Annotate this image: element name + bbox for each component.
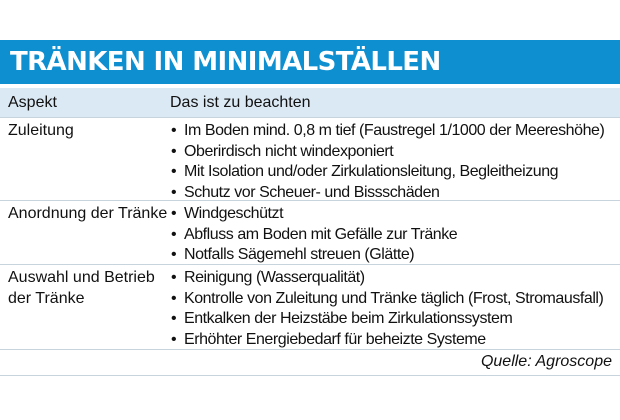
header-notes: Das ist zu beachten xyxy=(170,94,311,111)
source-credit: Quelle: Agroscope xyxy=(480,353,612,370)
bullet-icon: • xyxy=(171,163,177,180)
list-item xyxy=(170,183,620,204)
bullet-icon: • xyxy=(171,269,177,286)
list-item-text: Oberirdisch nicht windexponiert xyxy=(184,142,394,160)
table-header-row xyxy=(0,88,620,118)
table-row xyxy=(0,118,620,201)
bullet-icon: • xyxy=(171,142,177,160)
list-item xyxy=(170,142,620,163)
list-item-text: Erhöhter Energiebedarf für beheizte Systeme xyxy=(184,330,486,348)
bullet-icon: • xyxy=(171,330,177,348)
row-bullet-list xyxy=(170,268,620,350)
row-bullet-list xyxy=(170,204,620,266)
row-aspect: Zuleitung xyxy=(8,122,74,139)
list-item-text: Mit Isolation und/oder Zirkulationsleitung, Begleitheizung xyxy=(184,163,559,180)
list-item-text: Kontrolle von Zuleitung und Tränke täglich (Frost, Stromausfall) xyxy=(184,289,604,307)
title-bar xyxy=(0,40,620,84)
table-row xyxy=(0,265,620,350)
bullet-icon: • xyxy=(171,205,177,222)
bullet-icon: • xyxy=(171,246,177,263)
table-row xyxy=(0,201,620,265)
list-item xyxy=(170,225,620,246)
list-item-text: Schutz vor Scheuer- und Bissschäden xyxy=(184,183,440,201)
bullet-icon: • xyxy=(171,122,177,139)
row-bullet-list xyxy=(170,121,620,203)
list-item-text: Abfluss am Boden mit Gefälle zur Tränke xyxy=(184,225,458,243)
list-item-text: Entkalken der Heizstäbe beim Zirkulationssystem xyxy=(184,310,513,327)
header-aspect: Aspekt xyxy=(8,94,57,111)
list-item-text: Notfalls Sägemehl streuen (Glätte) xyxy=(184,246,415,263)
bullet-icon: • xyxy=(171,183,177,201)
bullet-icon: • xyxy=(171,289,177,307)
list-item xyxy=(170,162,620,183)
list-item xyxy=(170,268,620,289)
table-title: TRÄNKEN IN MINIMALSTÄLLEN xyxy=(10,47,441,77)
bullet-icon: • xyxy=(171,310,177,327)
bullet-icon: • xyxy=(171,225,177,243)
list-item-text: Im Boden mind. 0,8 m tief (Faustregel 1/1000 der Meereshöhe) xyxy=(184,122,605,139)
list-item xyxy=(170,245,620,266)
list-item-text: Windgeschützt xyxy=(184,205,284,222)
list-item xyxy=(170,121,620,142)
row-aspect: Auswahl und Betrieb der Tränke xyxy=(8,269,155,307)
list-item xyxy=(170,330,620,351)
list-item xyxy=(170,289,620,310)
list-item-text: Reinigung (Wasserqualität) xyxy=(184,269,365,286)
bottom-divider xyxy=(0,375,620,376)
list-item xyxy=(170,204,620,225)
row-aspect: Anordnung der Tränke xyxy=(8,205,168,222)
list-item xyxy=(170,309,620,330)
